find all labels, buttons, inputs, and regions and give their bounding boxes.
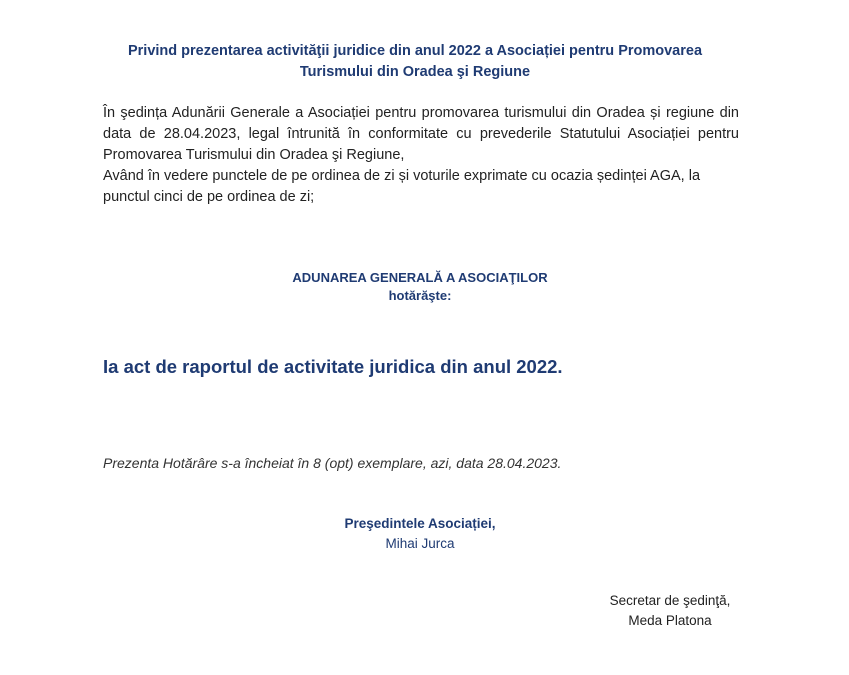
secretary-signature [598, 591, 742, 631]
preamble [103, 103, 739, 208]
document-title [100, 41, 730, 83]
assembly-title: ADUNAREA GENERALĂ A ASOCIAŢILOR [292, 270, 548, 285]
secretary-name: Meda Platona [628, 613, 712, 628]
president-name: Mihai Jurca [385, 536, 455, 551]
president-signature [320, 514, 520, 554]
decision-text: Ia act de raportul de activitate juridica din anul 2022. [103, 356, 563, 377]
preamble-paragraph: Având în vedere punctele de pe ordinea de zi și voturile exprimate cu ocazia ședinței AGA, la punctul cinci de pe ordinea de zi; [103, 168, 701, 205]
president-role: Preşedintele Asociației, [344, 516, 496, 531]
secretary-role: Secretar de şedinţă, [609, 593, 731, 608]
preamble-paragraph: În şedința Adunării Generale a Asociației pentru promovarea turismului din Oradea și regiune din data de 28.04.2023, legal întrunită în conformitate cu prevederile Statutului Asociației pentru Promovarea Turismului din Oradea şi Regiune, [103, 105, 739, 163]
title-line: Privind prezentarea activităţii juridice din anul 2022 a Asociației pentru Promovarea [127, 43, 703, 59]
closing-statement: Prezenta Hotărâre s-a încheiat în 8 (opt) exemplare, azi, data 28.04.2023. [103, 455, 562, 471]
assembly-verb: hotărăşte: [388, 288, 452, 303]
title-line: Turismului din Oradea şi Regiune [299, 64, 531, 80]
assembly-heading [220, 269, 620, 305]
